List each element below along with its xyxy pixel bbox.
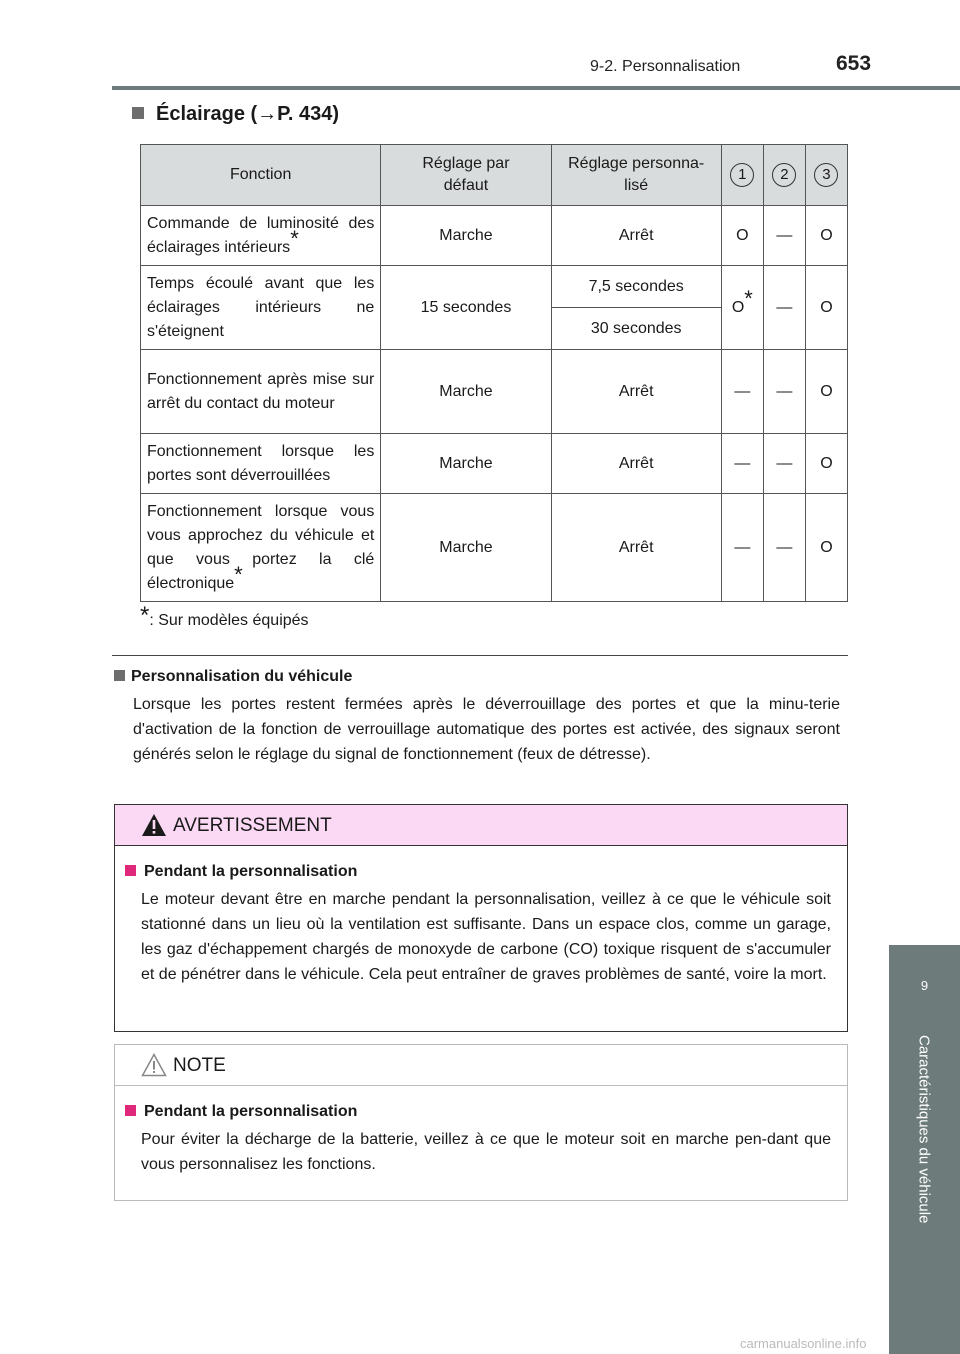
table-row [141, 494, 848, 602]
chapter-sidebar [889, 1027, 960, 1354]
row-c3: O [805, 434, 847, 494]
header-n2 [763, 145, 805, 206]
table-row [141, 434, 848, 494]
row-function: Fonctionnement après mise sur arrêt du contact du moteur [141, 350, 381, 434]
note-subtitle: Pendant la personnalisation [125, 1103, 357, 1121]
bullet-icon [125, 1105, 136, 1116]
row-c1: — [721, 350, 763, 434]
chapter-title: Caractéristiques du véhicule [915, 1035, 933, 1224]
row-c2: — [763, 434, 805, 494]
note-box [114, 1044, 848, 1201]
row-custom-a: 7,5 secondes [551, 266, 721, 308]
row-c3: O [805, 494, 847, 602]
note-header [115, 1045, 847, 1086]
row-c3: O [805, 350, 847, 434]
note-body: Pour éviter la décharge de la batterie, veillez à ce que le moteur soit en marche pen-dant que vous personnalisez les fonctions. [141, 1131, 831, 1173]
header-custom: Réglage personna-lisé [551, 145, 721, 206]
row-c1: — [721, 494, 763, 602]
row-custom: Arrêt [551, 494, 721, 602]
table-row [141, 206, 848, 266]
row-c2: — [763, 494, 805, 602]
header-default: Réglage par défaut [381, 145, 551, 206]
settings-table [140, 144, 848, 602]
row-custom: Arrêt [551, 206, 721, 266]
watermark: carmanualsonline.info [740, 1336, 867, 1351]
table-row [141, 266, 848, 308]
row-c1: O [721, 206, 763, 266]
header-n3 [805, 145, 847, 206]
header-section: 9-2. Personnalisation [590, 58, 741, 75]
header-n1 [721, 145, 763, 206]
row-c2: — [763, 206, 805, 266]
warning-title: AVERTISSEMENT [173, 815, 332, 836]
circle-2-icon: 2 [772, 163, 796, 187]
row-default: Marche [381, 434, 551, 494]
footnote: *: Sur modèles équipés [140, 602, 309, 629]
circle-3-icon: 3 [814, 163, 838, 187]
warning-body: Le moteur devant être en marche pendant la personnalisation, veillez à ce que le véhicule soit stationné dans un lieu où la ventilation est suffisante. Dans un espace clos, comme un garage, les gaz d'échappement chargés de monoxyde de carbone (CO) toxique risquent de s'accumuler et de pénétrer dans le véhicule. Cela peut entraîner de graves problèmes de santé, voire la mort. [141, 891, 831, 983]
bullet-icon [114, 670, 125, 681]
table-row [141, 350, 848, 434]
chapter-tab: 9 [889, 945, 960, 1027]
warning-triangle-icon [141, 813, 167, 837]
circle-1-icon: 1 [730, 163, 754, 187]
row-function: Fonctionnement lorsque vous vous approchez du véhicule et que vous portez la clé électronique* [141, 494, 381, 602]
divider [112, 655, 848, 656]
bullet-icon [125, 865, 136, 876]
row-default: Marche [381, 350, 551, 434]
customization-body: Lorsque les portes restent fermées après le déverrouillage des portes et que la minu-terie d'activation de la fonction de verrouillage automatique des portes est activée, des signaux seront générés selon le réglage du signal de fonctionnement (feux de détresse). [133, 696, 840, 763]
row-default: 15 secondes [381, 266, 551, 350]
row-default: Marche [381, 206, 551, 266]
caution-triangle-icon [141, 1053, 167, 1077]
row-c3: O [805, 206, 847, 266]
row-c3: O [805, 266, 847, 350]
warning-header [115, 805, 847, 846]
section-title [132, 103, 339, 126]
header-function: Fonction [141, 145, 381, 206]
row-custom-b: 30 secondes [551, 308, 721, 350]
row-c1: — [721, 434, 763, 494]
warning-subtitle: Pendant la personnalisation [125, 863, 357, 881]
row-c2: — [763, 350, 805, 434]
warning-box [114, 804, 848, 1032]
page-number: 653 [836, 52, 872, 75]
section-title-text: Éclairage (→P. 434) [156, 103, 340, 125]
header-rule [112, 86, 960, 90]
row-function: Temps écoulé avant que les éclairages intérieurs ne s'éteignent [141, 266, 381, 350]
row-c1: O* [721, 266, 763, 350]
row-c2: — [763, 266, 805, 350]
row-custom: Arrêt [551, 434, 721, 494]
note-title: NOTE [173, 1055, 226, 1076]
table-header-row [141, 145, 848, 206]
row-function: Fonctionnement lorsque les portes sont déverrouillées [141, 434, 381, 494]
customization-title: Personnalisation du véhicule [114, 668, 352, 686]
row-function: Commande de luminosité des éclairages intérieurs* [141, 206, 381, 266]
row-custom: Arrêt [551, 350, 721, 434]
row-default: Marche [381, 494, 551, 602]
section-bullet-icon [132, 107, 144, 119]
